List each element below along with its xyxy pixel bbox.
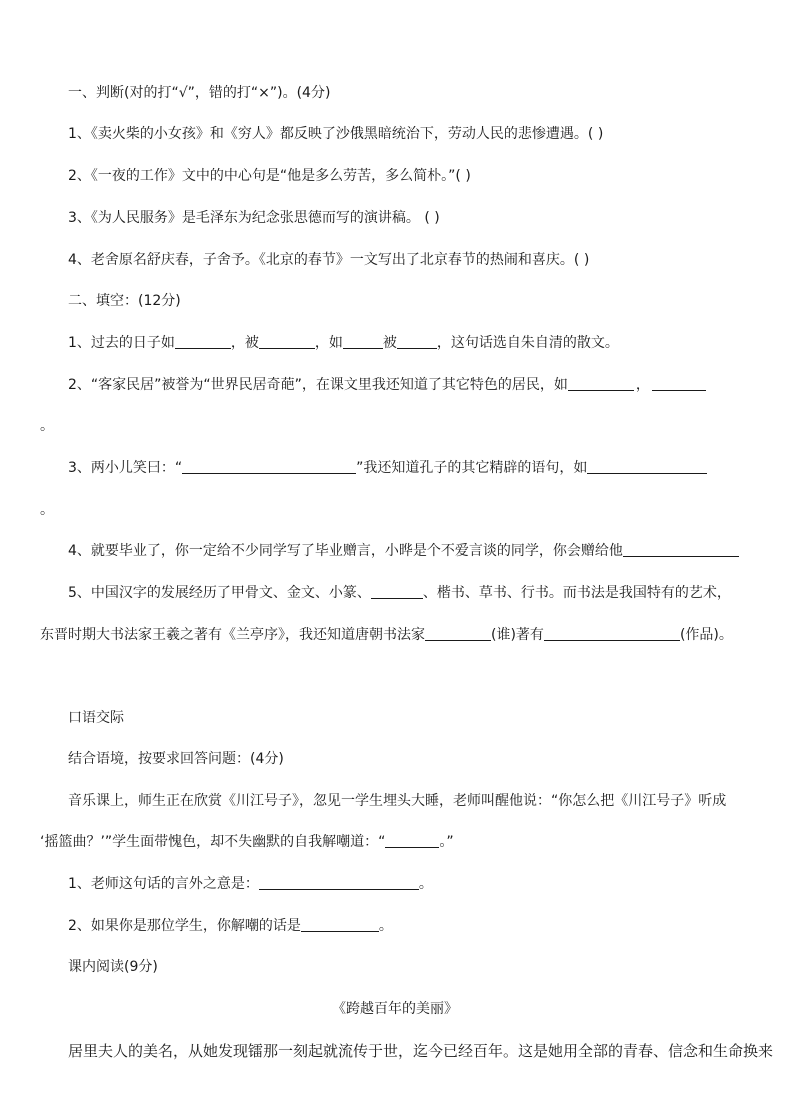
- fill-blank[interactable]: [587, 459, 707, 474]
- reading-title: 《跨越百年的美丽》: [332, 1001, 458, 1017]
- fill-blank[interactable]: [425, 626, 491, 641]
- judge-item-3: 3、《为人民服务》是毛泽东为纪念张思德而写的演讲稿。 ( ): [68, 210, 440, 226]
- fill-blank[interactable]: [397, 334, 437, 349]
- oral-question-1-end: 。: [418, 876, 433, 892]
- oral-question-2-end: 。: [378, 918, 393, 934]
- oral-instruction: 结合语境，按要求回答问题：(4分): [68, 751, 284, 767]
- reading-first-line: 居里夫人的美名，从她发现镭那一刻起就流传于世，迄今已经百年。这是她用全部的青春、信念和生命换来: [68, 1042, 774, 1060]
- fill-item-5-text-d: (谁)著有: [491, 627, 544, 643]
- fill-item-3-text-b: ”我还知道孔子的其它精辟的语句，如: [356, 460, 588, 476]
- fill-blank[interactable]: [175, 334, 231, 349]
- fill-item-5-text-e: (作品)。: [679, 627, 733, 643]
- oral-question-2: [68, 916, 750, 936]
- fill-item-1-text-c: ，如: [314, 335, 343, 351]
- fill-item-1-text-b: ，被: [230, 335, 259, 351]
- fill-item-2-text: 2、“客家民居”被誉为“世界民居奇葩”，在课文里我还知道了其它特色的居民，如: [68, 377, 568, 393]
- fill-blank[interactable]: [343, 334, 383, 349]
- oral-question-1: [68, 874, 750, 894]
- fill-item-5-cont: [40, 625, 750, 645]
- oral-passage-text-b: 。”: [439, 834, 454, 850]
- oral-question-1-text: 1、老师这句话的言外之意是：: [68, 876, 259, 892]
- fill-blank[interactable]: [259, 334, 315, 349]
- fill-item-2-comma: ，: [635, 377, 650, 393]
- section1-heading: 一、判断(对的打“√”，错的打“×”)。(4分): [68, 85, 331, 101]
- oral-title: 口语交际: [68, 710, 124, 726]
- oral-passage-text-a: ‘摇篮曲？’”学生面带愧色，却不失幽默的自我解嘲道：“: [40, 834, 386, 850]
- section2-heading: 二、填空：(12分): [68, 293, 181, 309]
- fill-item-2: [68, 375, 750, 395]
- fill-item-1: [68, 333, 750, 353]
- judge-item-1: 1、《卖火柴的小女孩》和《穷人》都反映了沙俄黑暗统治下，劳动人民的悲惨遭遇。( ): [68, 126, 604, 142]
- fill-blank[interactable]: [623, 542, 739, 557]
- fill-blank[interactable]: [568, 376, 634, 391]
- fill-item-5-text-b: 、楷书、草书、行书。而书法是我国特有的艺术，: [422, 585, 731, 601]
- fill-item-5-text-a: 5、中国汉字的发展经历了甲骨文、金文、小篆、: [68, 585, 371, 601]
- fill-item-1-text-a: 1、过去的日子如: [68, 335, 175, 351]
- fill-item-4: [68, 541, 750, 561]
- fill-blank[interactable]: [182, 459, 356, 474]
- fill-item-1-text-d: 被: [382, 335, 397, 351]
- judge-item-4: 4、老舍原名舒庆春，子舍予。《北京的春节》一文写出了北京春节的热闹和喜庆。( ): [68, 252, 590, 268]
- oral-passage-line-2: [40, 832, 750, 852]
- fill-item-4-text: 4、就要毕业了，你一定给不少同学写了毕业赠言，小晔是个不爱言谈的同学，你会赠给他: [68, 543, 623, 559]
- fill-blank[interactable]: [371, 584, 423, 599]
- reading-heading: 课内阅读(9分): [68, 959, 158, 975]
- fill-item-5: [68, 583, 750, 603]
- judge-item-2: 2、《一夜的工作》文中的中心句是“他是多么劳苦，多么简朴。”( ): [68, 168, 471, 184]
- fill-item-3-end: 。: [40, 502, 54, 518]
- fill-blank[interactable]: [259, 875, 419, 890]
- fill-item-3: [68, 458, 750, 478]
- fill-blank[interactable]: [652, 376, 706, 391]
- fill-item-5-text-c: 东晋时期大书法家王羲之著有《兰亭序》，我还知道唐朝书法家: [40, 627, 425, 643]
- fill-item-2-end: 。: [40, 418, 54, 434]
- fill-blank[interactable]: [544, 626, 680, 641]
- fill-item-3-text-a: 3、两小儿笑曰：“: [68, 460, 183, 476]
- fill-item-1-text-e: ，这句话选自朱自清的散文。: [436, 335, 619, 351]
- oral-question-2-text: 2、如果你是那位学生，你解嘲的话是: [68, 918, 301, 934]
- fill-blank[interactable]: [301, 917, 379, 932]
- oral-passage-line-1: 音乐课上，师生正在欣赏《川江号子》，忽见一学生埋头大睡，老师叫醒他说：“你怎么把《川江号子》听成: [68, 793, 727, 809]
- fill-blank[interactable]: [385, 833, 439, 848]
